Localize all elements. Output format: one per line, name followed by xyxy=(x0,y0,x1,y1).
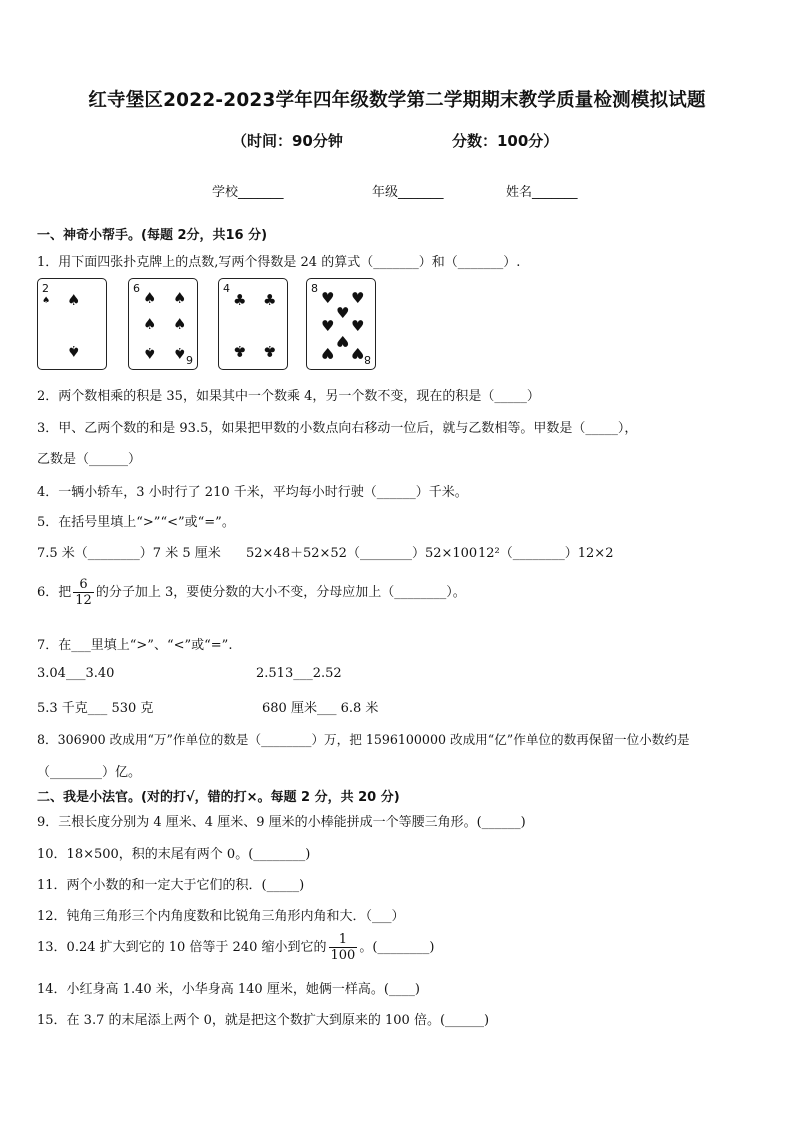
card-rank: 6 xyxy=(186,353,193,366)
question-7: 7．在___里填上“>”、“<”或“=”. xyxy=(37,638,233,653)
question-6-suffix: 的分子加上 3，要使分数的大小不变，分母应加上（________）。 xyxy=(95,585,466,600)
spade-icon: ♠ xyxy=(173,289,187,307)
fraction-6-12 xyxy=(73,577,94,608)
fraction-numerator: 1 xyxy=(329,932,358,948)
question-7-part-b: 2.513___2.52 xyxy=(256,666,342,681)
question-5-part-a: 7.5 米（________）7 米 5 厘米 xyxy=(37,546,221,561)
question-13 xyxy=(37,932,435,963)
question-1: 1．用下面四张扑克牌上的点数,写两个得数是 24 的算式（_______）和（_______）. xyxy=(37,255,521,270)
card-rank: 4 xyxy=(223,282,230,295)
spade-icon: ♠ xyxy=(173,344,187,362)
heart-icon: ♥ xyxy=(351,289,365,307)
question-13-suffix: 。(________) xyxy=(359,940,435,955)
question-7-part-a: 3.04___3.40 xyxy=(37,666,115,681)
spade-icon: ♠ xyxy=(173,315,187,333)
spade-icon: ♠ xyxy=(67,291,81,309)
heart-icon: ♥ xyxy=(351,317,365,335)
question-3-line-1: 3．甲、乙两个数的和是 93.5，如果把甲数的小数点向右移动一位后，就与乙数相等。甲数是（_____）， xyxy=(37,421,638,436)
question-10: 10．18×500，积的末尾有两个 0。(________) xyxy=(37,847,311,862)
school-field: 学校_______ xyxy=(212,185,284,200)
spade-icon: ♠ xyxy=(143,289,157,307)
question-8-line-2: （________）亿。 xyxy=(37,765,142,780)
heart-icon: ♥ xyxy=(351,344,365,362)
card-rank: 8 xyxy=(311,282,318,295)
club-icon: ♣ xyxy=(263,291,277,309)
question-15: 15．在 3.7 的末尾添上两个 0，就是把这个数扩大到原来的 100 倍。(______) xyxy=(37,1013,490,1028)
heart-icon: ♥ xyxy=(336,332,350,350)
question-12: 12．钝角三角形三个内角度数和比锐角三角形内角和大．（___） xyxy=(37,909,405,924)
section-2-heading: 二、我是小法官。(对的打√，错的打×。每题 2 分，共 20 分) xyxy=(37,790,400,805)
question-2: 2．两个数相乘的积是 35，如果其中一个数乘 4，另一个数不变，现在的积是（_____） xyxy=(37,389,540,404)
fraction-denominator: 12 xyxy=(75,593,92,608)
grade-field: 年级_______ xyxy=(372,185,444,200)
question-14: 14．小红身高 1.40 米，小华身高 140 厘米，她俩一样高。(____) xyxy=(37,982,420,997)
spade-icon: ♠ xyxy=(143,315,157,333)
card-rank: 6 xyxy=(133,282,140,295)
question-9: 9．三根长度分别为 4 厘米、4 厘米、9 厘米的小棒能拼成一个等腰三角形。(______) xyxy=(37,815,526,830)
fraction-1-100 xyxy=(329,932,358,963)
name-field: 姓名_______ xyxy=(506,185,578,200)
club-icon: ♣ xyxy=(233,291,247,309)
section-1-heading: 一、神奇小帮手。(每题 2分，共16 分) xyxy=(37,228,268,243)
question-6 xyxy=(37,577,466,608)
heart-icon: ♥ xyxy=(321,317,335,335)
question-5: 5．在括号里填上“>”“<”或“=”。 xyxy=(37,515,235,530)
playing-card-2 xyxy=(128,278,198,370)
playing-card-1 xyxy=(37,278,107,370)
fraction-denominator: 100 xyxy=(330,948,356,963)
spade-icon: ♠ xyxy=(42,296,51,306)
exam-score: 分数：100分） xyxy=(452,132,559,150)
heart-icon: ♥ xyxy=(321,289,335,307)
club-icon: ♣ xyxy=(233,342,247,360)
question-4: 4．一辆小轿车，3 小时行了 210 千米，平均每小时行驶（______）千米。 xyxy=(37,485,468,500)
playing-card-3 xyxy=(218,278,288,370)
question-5-part-c: 12²（________）12×2 xyxy=(478,546,614,561)
question-6-prefix: 6．把 xyxy=(37,585,72,600)
spade-icon: ♠ xyxy=(67,342,81,360)
question-3-line-2: 乙数是（______） xyxy=(37,452,142,467)
question-7-part-d: 680 厘米___ 6.8 米 xyxy=(262,701,379,716)
fraction-numerator: 6 xyxy=(73,577,94,593)
exam-title: 红寺堡区2022-2023学年四年级数学第二学期期末教学质量检测模拟试题 xyxy=(88,90,706,111)
playing-card-4 xyxy=(306,278,376,370)
card-rank: 2 xyxy=(42,282,49,295)
club-icon: ♣ xyxy=(263,342,277,360)
question-7-part-c: 5.3 千克___ 530 克 xyxy=(37,701,154,716)
question-11: 11．两个小数的和一定大于它们的积．(_____) xyxy=(37,878,305,893)
card-rank: 8 xyxy=(364,353,371,366)
exam-time: （时间：90分钟 xyxy=(232,132,343,150)
question-5-part-b: 52×48＋52×52（________）52×100 xyxy=(246,546,478,561)
question-8-line-1: 8．306900 改成用“万”作单位的数是（________）万，把 1596100000 改成用“亿”作单位的数再保留一位小数约是 xyxy=(37,732,690,747)
question-13-prefix: 13．0.24 扩大到它的 10 倍等于 240 缩小到它的 xyxy=(37,940,327,955)
heart-icon: ♥ xyxy=(336,304,350,322)
spade-icon: ♠ xyxy=(143,344,157,362)
heart-icon: ♥ xyxy=(321,344,335,362)
